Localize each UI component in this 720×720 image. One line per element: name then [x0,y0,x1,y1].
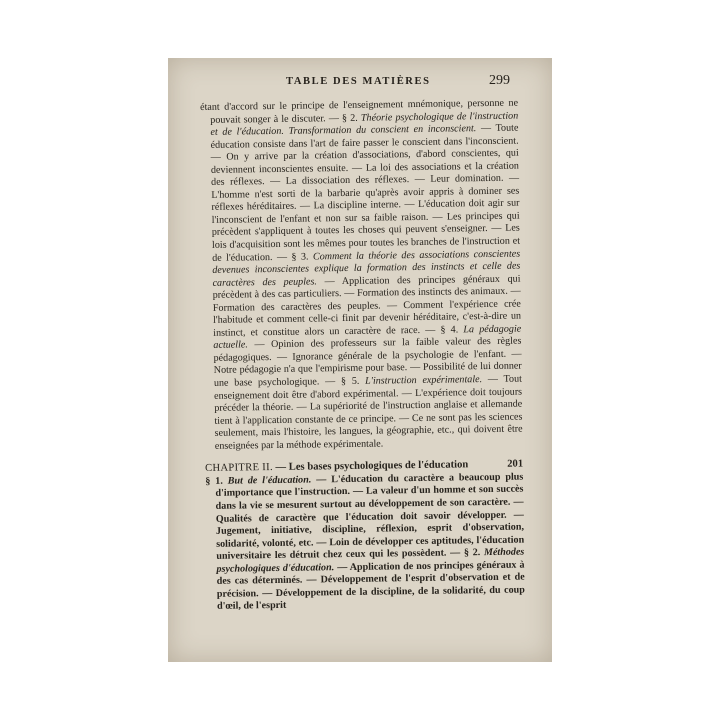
running-title: TABLE DES MATIÈRES [286,76,431,87]
contents-paragraph-2 [205,471,525,613]
chapter-name: — Les bases psychologiques de l'éducation [272,459,469,474]
chapter-label: CHAPITRE II. [205,462,273,475]
paragraph-text: — Opinion des professeurs sur la faible valeur des règles pédagogiques. — Ignorance générale de la psychologie de l'enfant. — Notre pédagogie n'a que l'empirisme pour base. — Possibilité de lui donner une base psychologique. — § 5. [213,335,522,389]
paragraph-text: — Tout enseignement doit être d'abord expérimental. — L'expérience doit toujours précéder la théorie. — La supériorité de l'instruction anglaise et allemande tient à l'application constante de ce principe. — Ce ne sont pas les sciences seulement, mais l'histoire, les langues, la géographie, etc., qui doivent être enseignées par la méthode expérimentale. [214,373,523,452]
book-page [168,58,552,662]
page-header [168,73,552,94]
section-title: Comment la théorie des associations conscientes devenues inconscientes explique la formation des instincts et celle des caractères des peuples. [212,248,521,289]
paragraph-text: — Application des principes généraux qui précèdent à des cas particuliers. — Formation des instincts des animaux. — Formation des caractères des peuples. — Comment l'expérience crée l'habitude et comment celle-ci finit par devenir héréditaire, c'est-à-dire un instinct, et constitue alors un caractère de race. — § 4. [212,273,522,339]
paragraph-text: § 1. [205,475,228,487]
paragraph-text: étant d'accord sur le principe de l'enseignement mnémonique, personne ne pouvait songer à le discuter. — § 2. [200,97,519,126]
section-title: La pédagogie actuelle. [213,323,522,352]
section-title: But de l'éducation. [227,474,312,487]
paragraph-text: — Application de nos principes généraux à des cas déterminés. — Développement de l'esprit d'observation et de précision. — Développement de la discipline, de la solidarité, du coup d'œil, de l'esprit [216,559,525,613]
section-title: Théorie psychologique de l'instruction et de l'éducation. Transformation du conscient en inconscient. [210,110,519,138]
contents-paragraph-1 [200,98,523,454]
paragraph-text: — L'éducation du caractère a beaucoup plus d'importance que l'instruction. — La valeur d'un homme et son succès dans la vie se mesurent surtout au développement de son caractère. — Qualités de caractère que l'éducation doit savoir développer. — Jugement, initiative, discipline, réflexion, esprit d'observation, solidarité, volonté, etc. — Loin de développer ces aptitudes, l'éducation universitaire les détruit chez ceux qui les possèdent. — § 2. [215,471,525,562]
section-title: Méthodes psychologiques d'éducation. [216,546,525,575]
table-of-contents-text [200,98,525,614]
chapter-page-number: 201 [507,458,524,471]
section-title: L'instruction expérimentale. [365,374,483,387]
page-number: 299 [489,73,510,88]
paragraph-text: — Toute éducation consiste dans l'art de faire passer le conscient dans l'inconscient. — On y arrive par la création d'associations, d'abord conscientes, qui deviennent inconscientes ensuite. — La loi des associations et la création des réflexes. — La dissociation des réflexes. — Leur domination. — L'homme n'est sorti de la barbarie qu'après avoir appris à dominer ses réflexes héréditaires. — La discipline interne. — L'éducation doit agir sur l'inconscient de l'enfant et non sur sa faible raison. — Les principes qui précèdent s'appliquent à toutes les choses qui peuvent s'enseigner. — Les lois d'acquisition sont les mêmes pour toutes les branches de l'instruction et de l'éducation. — § 3. [210,122,521,264]
